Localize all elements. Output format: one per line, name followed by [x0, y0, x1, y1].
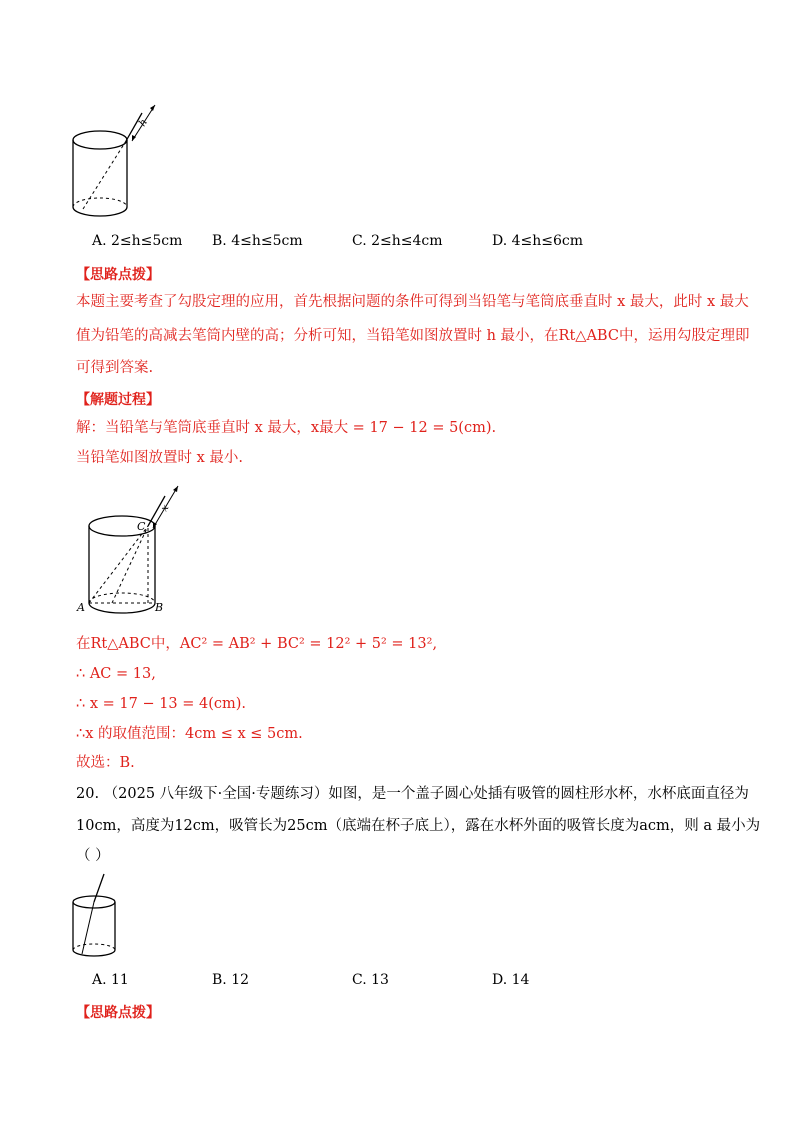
calc-line-3: ∴ x = 17 − 13 = 4(cm). — [76, 696, 247, 712]
option-c: C. 2≤h≤4cm — [352, 233, 443, 249]
figure2-label-x: x — [159, 503, 172, 514]
figure2-label-b: B — [155, 601, 164, 614]
figure1-label-h: h — [137, 117, 150, 129]
hint-line-3: 可得到答案. — [76, 360, 154, 376]
figure-cylinder-triangle — [70, 478, 200, 618]
hint-title: 【思路点拨】 — [76, 267, 160, 283]
figure-cup-straw — [64, 870, 144, 960]
hint-line-1: 本题主要考查了勾股定理的应用，首先根据问题的条件可得到当铅笔与笔筒底垂直时 x 最大，此时 x 最大 — [76, 294, 749, 310]
hint-line-2: 值为铅笔的高减去笔筒内壁的高；分析可知，当铅笔如图放置时 h 最小，在Rt△ABC中，运用勾股定理即 — [76, 328, 750, 344]
solution-line-2: 当铅笔如图放置时 x 最小. — [76, 450, 244, 466]
solution-title: 【解题过程】 — [76, 392, 160, 408]
option-d: D. 4≤h≤6cm — [492, 233, 584, 249]
question20-line-2: 10cm，高度为12cm，吸管长为25cm（底端在杯子底上），露在水杯外面的吸管长度为acm，则 a 最小为 — [76, 818, 761, 834]
option-b: B. 4≤h≤5cm — [212, 233, 303, 249]
calc-line-5: 故选：B. — [76, 755, 135, 771]
calc-line-2: ∴ AC = 13, — [76, 666, 156, 682]
hint2-title: 【思路点拨】 — [76, 1005, 160, 1021]
solution-line-1: 解：当铅笔与笔筒底垂直时 x 最大，x最大 = 17 − 12 = 5(cm). — [76, 420, 497, 436]
option2-c: C. 13 — [352, 972, 389, 988]
figure2-label-a: A — [77, 601, 85, 614]
option-a: A. 2≤h≤5cm — [92, 233, 183, 249]
question20-line-3: （ ） — [76, 848, 110, 864]
question20-line-1: 20. （2025 八年级下·全国·专题练习）如图，是一个盖子圆心处插有吸管的圆柱形水杯，水杯底面直径为 — [76, 786, 749, 802]
option2-a: A. 11 — [92, 972, 129, 988]
figure2-label-c: C — [137, 520, 146, 533]
calc-line-4: ∴x 的取值范围：4cm ≤ x ≤ 5cm. — [76, 726, 303, 742]
calc-line-1: 在Rt△ABC中，AC² = AB² + BC² = 12² + 5² = 13², — [76, 636, 438, 652]
option2-d: D. 14 — [492, 972, 530, 988]
figure-cylinder-pencil — [60, 95, 190, 225]
option2-b: B. 12 — [212, 972, 250, 988]
